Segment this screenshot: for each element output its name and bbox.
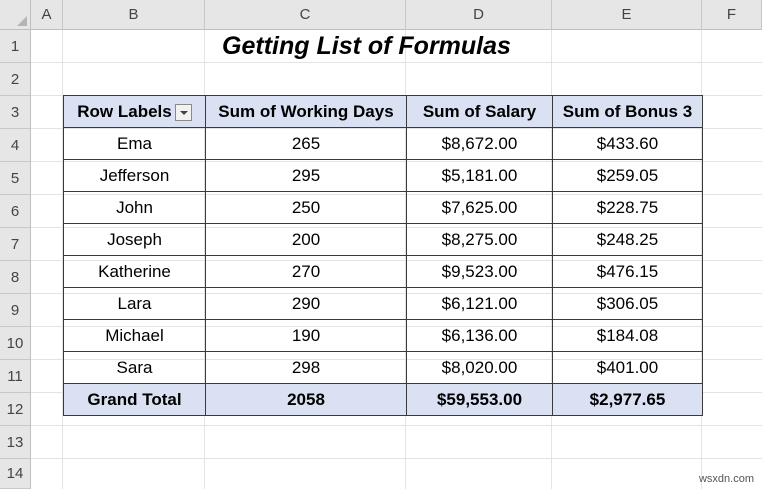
column-header-d[interactable]: D — [406, 0, 552, 30]
pivot-table[interactable] — [63, 95, 703, 416]
cell-bonus[interactable]: $184.08 — [553, 320, 703, 352]
table-row — [64, 320, 703, 352]
select-all-triangle-icon — [17, 16, 27, 26]
row-header-9[interactable]: 9 — [0, 294, 31, 327]
cell-working-days[interactable]: 250 — [206, 192, 407, 224]
select-all-button[interactable] — [0, 0, 31, 30]
cell-bonus[interactable]: $476.15 — [553, 256, 703, 288]
gridline — [31, 425, 762, 426]
table-row — [64, 352, 703, 384]
cell-bonus[interactable]: $248.25 — [553, 224, 703, 256]
table-row — [64, 192, 703, 224]
cell-name[interactable]: Joseph — [64, 224, 206, 256]
header-row-labels[interactable] — [64, 96, 206, 128]
cell-name[interactable]: John — [64, 192, 206, 224]
cell-salary[interactable]: $9,523.00 — [407, 256, 553, 288]
cell-working-days[interactable]: 265 — [206, 128, 407, 160]
cell-name[interactable]: Katherine — [64, 256, 206, 288]
row-header-7[interactable]: 7 — [0, 228, 31, 261]
row-header-10[interactable]: 10 — [0, 327, 31, 360]
cell-salary[interactable]: $7,625.00 — [407, 192, 553, 224]
row-header-1[interactable]: 1 — [0, 30, 31, 63]
header-working-days[interactable]: Sum of Working Days — [206, 96, 407, 128]
watermark: wsxdn.com — [698, 473, 754, 485]
table-row — [64, 256, 703, 288]
cell-grand-total-label[interactable]: Grand Total — [64, 384, 206, 416]
cell-working-days[interactable]: 298 — [206, 352, 407, 384]
row-header-11[interactable]: 11 — [0, 360, 31, 393]
cell-working-days[interactable]: 295 — [206, 160, 407, 192]
row-header-14[interactable]: 14 — [0, 459, 31, 489]
cell-name[interactable]: Ema — [64, 128, 206, 160]
cell-salary[interactable]: $5,181.00 — [407, 160, 553, 192]
row-header-13[interactable]: 13 — [0, 426, 31, 459]
cell-salary[interactable]: $8,275.00 — [407, 224, 553, 256]
table-row — [64, 224, 703, 256]
cell-salary[interactable]: $8,020.00 — [407, 352, 553, 384]
column-header-a[interactable]: A — [31, 0, 63, 30]
cell-salary[interactable]: $6,121.00 — [407, 288, 553, 320]
row-header-5[interactable]: 5 — [0, 162, 31, 195]
cell-working-days[interactable]: 270 — [206, 256, 407, 288]
cell-name[interactable]: Lara — [64, 288, 206, 320]
table-row — [64, 160, 703, 192]
table-row — [64, 128, 703, 160]
cell-working-days[interactable]: 190 — [206, 320, 407, 352]
column-header-b[interactable]: B — [63, 0, 205, 30]
filter-dropdown-icon[interactable] — [175, 104, 192, 121]
column-header-e[interactable]: E — [552, 0, 702, 30]
column-header-c[interactable]: C — [205, 0, 406, 30]
cell-working-days[interactable]: 200 — [206, 224, 407, 256]
row-header-6[interactable]: 6 — [0, 195, 31, 228]
cell-total-working-days[interactable]: 2058 — [206, 384, 407, 416]
cell-salary[interactable]: $6,136.00 — [407, 320, 553, 352]
header-salary[interactable]: Sum of Salary — [407, 96, 553, 128]
cell-name[interactable]: Sara — [64, 352, 206, 384]
sheet-title[interactable]: Getting List of Formulas — [222, 32, 511, 60]
row-header-12[interactable]: 12 — [0, 393, 31, 426]
cell-working-days[interactable]: 290 — [206, 288, 407, 320]
header-bonus[interactable]: Sum of Bonus 3 — [553, 96, 703, 128]
cell-name[interactable]: Jefferson — [64, 160, 206, 192]
gridline — [31, 458, 762, 459]
cell-bonus[interactable]: $228.75 — [553, 192, 703, 224]
cell-total-bonus[interactable]: $2,977.65 — [553, 384, 703, 416]
row-header-3[interactable]: 3 — [0, 96, 31, 129]
cell-total-salary[interactable]: $59,553.00 — [407, 384, 553, 416]
cell-bonus[interactable]: $259.05 — [553, 160, 703, 192]
grand-total-row — [64, 384, 703, 416]
cell-bonus[interactable]: $306.05 — [553, 288, 703, 320]
cell-salary[interactable]: $8,672.00 — [407, 128, 553, 160]
row-header-2[interactable]: 2 — [0, 63, 31, 96]
cell-bonus[interactable]: $401.00 — [553, 352, 703, 384]
table-row — [64, 288, 703, 320]
column-header-f[interactable]: F — [702, 0, 762, 30]
row-header-8[interactable]: 8 — [0, 261, 31, 294]
cell-bonus[interactable]: $433.60 — [553, 128, 703, 160]
header-row-labels-text: Row Labels — [77, 101, 172, 121]
pivot-header-row — [64, 96, 703, 128]
row-header-4[interactable]: 4 — [0, 129, 31, 162]
cell-name[interactable]: Michael — [64, 320, 206, 352]
